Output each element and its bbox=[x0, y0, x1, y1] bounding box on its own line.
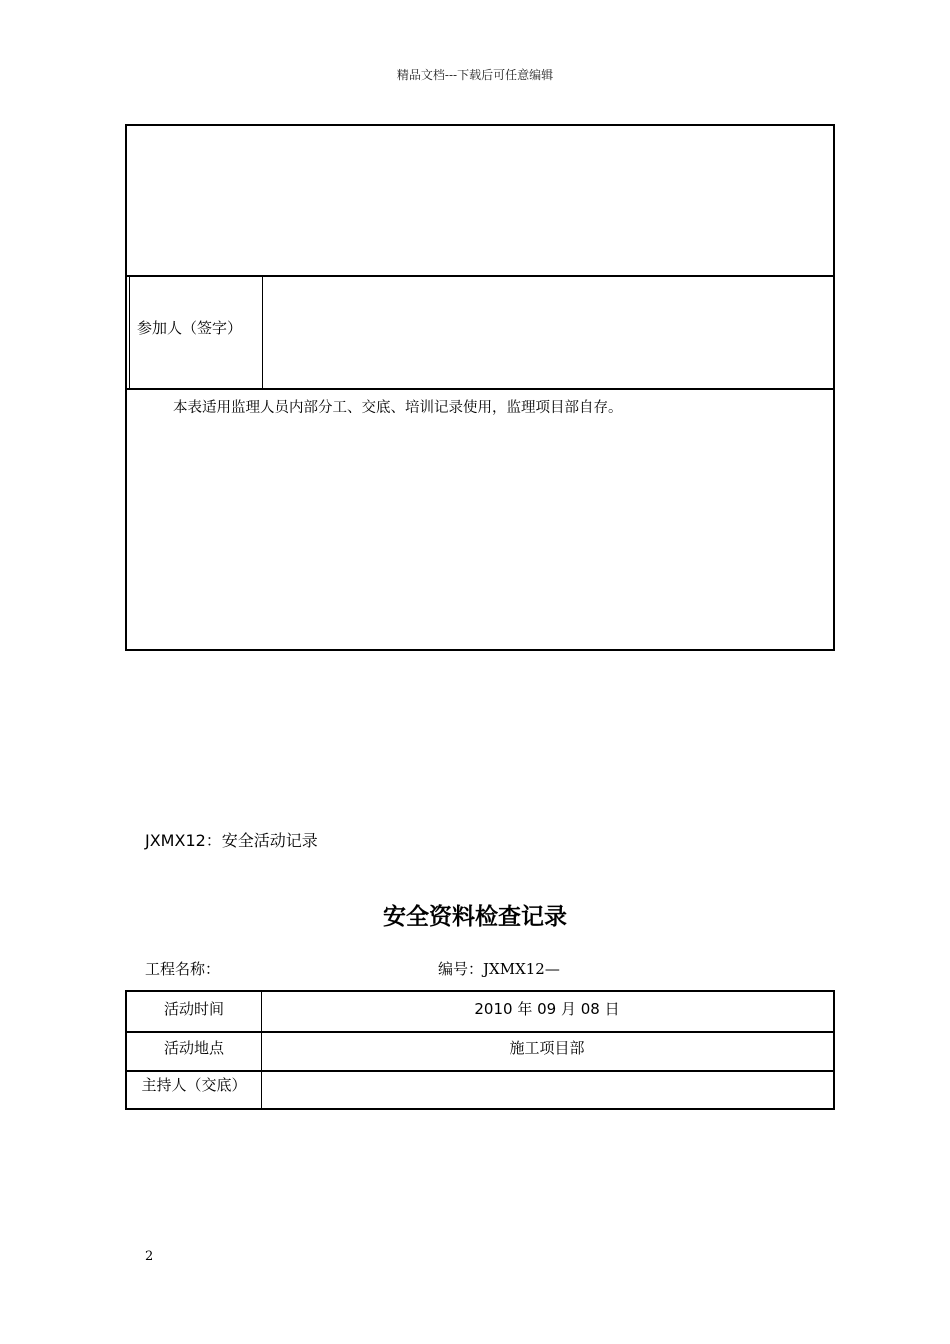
divider bbox=[127, 388, 833, 390]
top-record-table bbox=[125, 124, 835, 651]
table-row bbox=[127, 1033, 833, 1071]
code-value: JXMX12— bbox=[483, 960, 560, 978]
divider bbox=[129, 277, 130, 388]
activity-time-label: 活动时间 bbox=[163, 1000, 224, 1018]
code-field bbox=[438, 958, 560, 979]
page-number: 2 bbox=[145, 1249, 154, 1264]
header-note: 精品文档---下载后可任意编辑 bbox=[396, 68, 554, 82]
host-label: 主持人（交底） bbox=[141, 1076, 247, 1094]
table-row bbox=[127, 1072, 833, 1108]
activity-location-label: 活动地点 bbox=[163, 1039, 224, 1057]
activity-location-value[interactable]: 施工项目部 bbox=[509, 1039, 585, 1057]
participants-signature-field[interactable] bbox=[264, 277, 833, 387]
divider bbox=[262, 277, 263, 388]
content-area-cell[interactable] bbox=[127, 126, 833, 276]
section-label: JXMX12：安全活动记录 bbox=[145, 831, 318, 850]
activity-table bbox=[125, 990, 835, 1110]
code-label: 编号： bbox=[438, 960, 484, 978]
table-row bbox=[127, 992, 833, 1031]
host-value[interactable] bbox=[261, 1074, 833, 1104]
project-name-label: 工程名称： bbox=[145, 960, 221, 978]
remark-text: 本表适用监理人员内部分工、交底、培训记录使用，监理项目部自存。 bbox=[173, 400, 623, 416]
activity-time-value[interactable]: 2010 年 09 月 08 日 bbox=[474, 1000, 620, 1018]
participants-label: 参加人（签字） bbox=[137, 319, 243, 337]
page-title: 安全资料检查记录 bbox=[383, 904, 567, 930]
